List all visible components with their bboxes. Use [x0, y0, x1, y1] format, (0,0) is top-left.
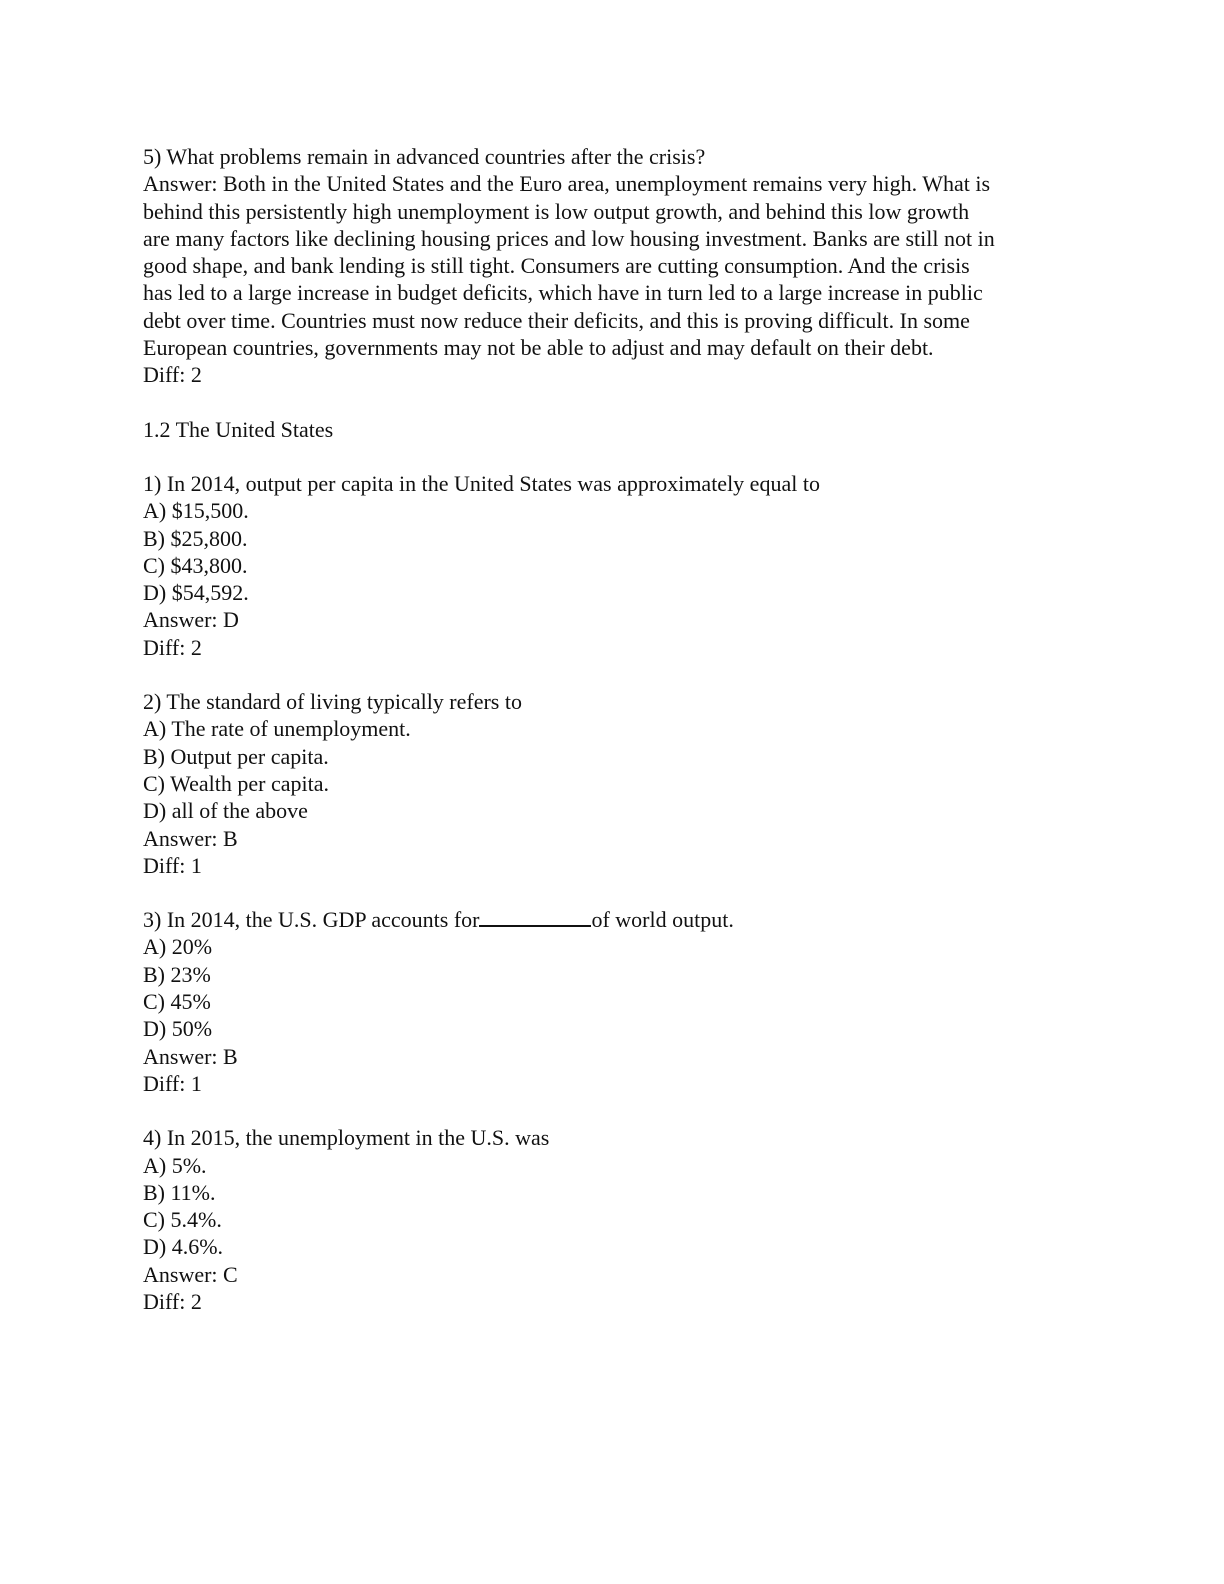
question-2-block — [143, 688, 1083, 879]
spacer — [143, 661, 1083, 688]
question-4-option-a: A) 5%. — [143, 1152, 207, 1178]
spacer — [143, 879, 1083, 906]
question-4-stem: 4) In 2015, the unemployment in the U.S. was — [143, 1125, 550, 1151]
question-5-stem: 5) What problems remain in advanced countries after the crisis? — [143, 144, 706, 169]
question-2-answer: Answer: B — [143, 825, 238, 851]
question-4-option-c: C) 5.4%. — [143, 1207, 222, 1233]
question-3-stem-before: 3) In 2014, the U.S. GDP accounts for — [143, 907, 480, 933]
spacer — [143, 1097, 1083, 1124]
question-3-difficulty: Diff: 1 — [143, 1070, 202, 1096]
document-page — [143, 143, 1083, 1315]
question-4-block — [143, 1124, 1083, 1315]
spacer — [143, 389, 1083, 416]
question-5-answer-line: debt over time. Countries must now reduce their deficits, and this is proving difficult. In some — [143, 307, 970, 333]
section-heading: 1.2 The United States — [143, 416, 334, 442]
question-1-block — [143, 470, 1083, 661]
question-1-option-b: B) $25,800. — [143, 525, 248, 551]
question-2-option-d: D) all of the above — [143, 798, 308, 824]
question-5-answer-line: has led to a large increase in budget deficits, which have in turn led to a large increase in public — [143, 280, 983, 306]
question-3-block — [143, 906, 1083, 1097]
question-2-option-b: B) Output per capita. — [143, 743, 329, 769]
question-3-option-a: A) 20% — [143, 934, 213, 960]
question-2-option-a: A) The rate of unemployment. — [143, 716, 411, 742]
fill-in-blank — [479, 907, 591, 927]
question-3-option-b: B) 23% — [143, 961, 211, 987]
question-2-difficulty: Diff: 1 — [143, 852, 202, 878]
question-2-option-c: C) Wealth per capita. — [143, 770, 329, 796]
question-1-option-c: C) $43,800. — [143, 552, 248, 578]
question-4-difficulty: Diff: 2 — [143, 1288, 202, 1314]
question-1-difficulty: Diff: 2 — [143, 634, 202, 660]
question-5-answer-line: are many factors like declining housing prices and low housing investment. Banks are still not in — [143, 225, 995, 251]
spacer — [143, 443, 1083, 470]
question-3-answer: Answer: B — [143, 1043, 238, 1069]
question-5-block — [143, 143, 1083, 389]
question-3-option-d: D) 50% — [143, 1016, 213, 1042]
question-3-stem — [143, 906, 1083, 933]
question-2-stem: 2) The standard of living typically refers to — [143, 689, 522, 715]
question-5-answer-line: good shape, and bank lending is still tight. Consumers are cutting consumption. And the crisis — [143, 253, 970, 279]
question-1-stem: 1) In 2014, output per capita in the United States was approximately equal to — [143, 470, 820, 496]
question-1-option-a: A) $15,500. — [143, 498, 249, 524]
question-1-option-d: D) $54,592. — [143, 580, 249, 606]
question-5-answer-line: European countries, governments may not be able to adjust and may default on their debt. — [143, 335, 934, 361]
question-1-answer: Answer: D — [143, 607, 239, 633]
question-5-difficulty: Diff: 2 — [143, 362, 202, 388]
question-5-answer-line: behind this persistently high unemployment is low output growth, and behind this low growth — [143, 198, 970, 224]
question-4-answer: Answer: C — [143, 1261, 238, 1287]
question-5-answer-line: Answer: Both in the United States and the Euro area, unemployment remains very high. What is — [143, 171, 991, 197]
question-3-stem-after: of world output. — [591, 907, 734, 933]
question-4-option-b: B) 11%. — [143, 1179, 216, 1205]
question-3-option-c: C) 45% — [143, 989, 211, 1015]
question-4-option-d: D) 4.6%. — [143, 1234, 224, 1260]
